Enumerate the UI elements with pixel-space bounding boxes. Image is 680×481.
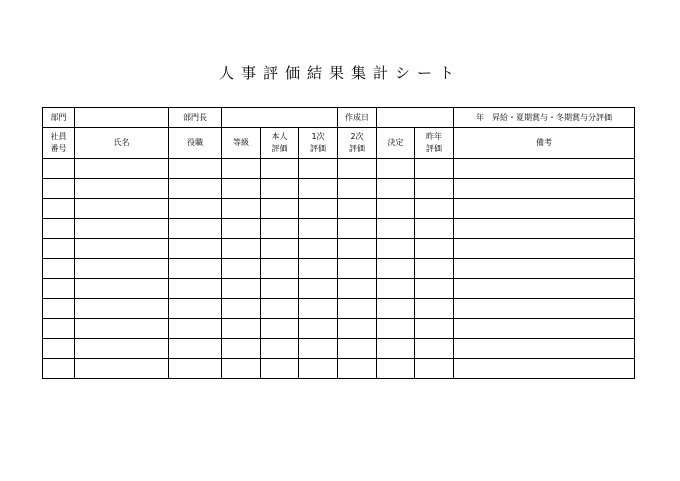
table-cell[interactable] bbox=[299, 199, 338, 219]
table-cell[interactable] bbox=[415, 219, 454, 239]
table-cell[interactable] bbox=[338, 239, 377, 259]
header-row-2 bbox=[43, 128, 635, 159]
table-cell[interactable] bbox=[377, 219, 415, 239]
table-row bbox=[43, 159, 635, 179]
table-cell[interactable] bbox=[169, 219, 222, 239]
table-cell[interactable] bbox=[299, 179, 338, 199]
table-cell[interactable] bbox=[338, 279, 377, 299]
table-cell[interactable] bbox=[338, 219, 377, 239]
table-cell[interactable] bbox=[43, 259, 75, 279]
table-cell[interactable] bbox=[75, 319, 169, 339]
col-decision: 決定 bbox=[377, 128, 415, 159]
table-cell[interactable] bbox=[75, 359, 169, 379]
table-row bbox=[43, 319, 635, 339]
table-cell[interactable] bbox=[43, 339, 75, 359]
table-cell[interactable] bbox=[299, 359, 338, 379]
table-row bbox=[43, 219, 635, 239]
table-cell[interactable] bbox=[299, 159, 338, 179]
table-cell[interactable] bbox=[222, 339, 261, 359]
table-cell[interactable] bbox=[338, 259, 377, 279]
table-cell[interactable] bbox=[454, 239, 635, 259]
dept-field[interactable] bbox=[75, 108, 169, 128]
table-cell[interactable] bbox=[222, 179, 261, 199]
table-cell[interactable] bbox=[169, 259, 222, 279]
col-prev-eval: 昨年 評価 bbox=[415, 128, 454, 159]
table-cell[interactable] bbox=[377, 179, 415, 199]
table-cell[interactable] bbox=[338, 299, 377, 319]
col-emp-no: 社員 番号 bbox=[43, 128, 75, 159]
col-position: 役職 bbox=[169, 128, 222, 159]
manager-field[interactable] bbox=[222, 108, 338, 128]
table-cell[interactable] bbox=[377, 159, 415, 179]
period-label: 年 昇給・夏期賞与・冬期賞与分評価 bbox=[454, 108, 635, 128]
table-cell[interactable] bbox=[261, 299, 299, 319]
table-cell[interactable] bbox=[415, 179, 454, 199]
table-cell[interactable] bbox=[222, 259, 261, 279]
table-cell[interactable] bbox=[169, 199, 222, 219]
table-cell[interactable] bbox=[222, 359, 261, 379]
table-cell[interactable] bbox=[338, 199, 377, 219]
table-cell[interactable] bbox=[75, 239, 169, 259]
created-label: 作成日 bbox=[338, 108, 377, 128]
table-cell[interactable] bbox=[75, 179, 169, 199]
table-cell[interactable] bbox=[222, 279, 261, 299]
table-cell[interactable] bbox=[261, 159, 299, 179]
table-cell[interactable] bbox=[43, 319, 75, 339]
table-cell[interactable] bbox=[169, 319, 222, 339]
col-remarks: 備考 bbox=[454, 128, 635, 159]
table-cell[interactable] bbox=[299, 339, 338, 359]
table-cell[interactable] bbox=[454, 159, 635, 179]
table-cell[interactable] bbox=[338, 179, 377, 199]
table-cell[interactable] bbox=[169, 299, 222, 319]
table-cell[interactable] bbox=[75, 279, 169, 299]
table-cell[interactable] bbox=[169, 159, 222, 179]
table-cell[interactable] bbox=[261, 179, 299, 199]
table-cell[interactable] bbox=[299, 239, 338, 259]
evaluation-table bbox=[42, 107, 635, 379]
table-cell[interactable] bbox=[222, 219, 261, 239]
header-row-1 bbox=[43, 108, 635, 128]
table-cell[interactable] bbox=[299, 319, 338, 339]
col-self-eval: 本人 評価 bbox=[261, 128, 299, 159]
table-cell[interactable] bbox=[377, 339, 415, 359]
table-cell[interactable] bbox=[75, 299, 169, 319]
table-cell[interactable] bbox=[261, 219, 299, 239]
table-cell[interactable] bbox=[415, 319, 454, 339]
table-cell[interactable] bbox=[454, 179, 635, 199]
table-cell[interactable] bbox=[75, 259, 169, 279]
table-cell[interactable] bbox=[377, 299, 415, 319]
table-cell[interactable] bbox=[415, 159, 454, 179]
table-cell[interactable] bbox=[261, 319, 299, 339]
table-cell[interactable] bbox=[222, 239, 261, 259]
table-cell[interactable] bbox=[169, 359, 222, 379]
col-name: 氏名 bbox=[75, 128, 169, 159]
table-cell[interactable] bbox=[261, 199, 299, 219]
table-cell[interactable] bbox=[43, 359, 75, 379]
table-cell[interactable] bbox=[415, 259, 454, 279]
table-cell[interactable] bbox=[169, 279, 222, 299]
table-row bbox=[43, 359, 635, 379]
table-cell[interactable] bbox=[75, 199, 169, 219]
table-cell[interactable] bbox=[222, 299, 261, 319]
table-cell[interactable] bbox=[377, 259, 415, 279]
page-title: 人事評価結果集計シート bbox=[218, 64, 461, 82]
table-cell[interactable] bbox=[261, 359, 299, 379]
table-cell[interactable] bbox=[261, 239, 299, 259]
table-cell[interactable] bbox=[43, 219, 75, 239]
table-cell[interactable] bbox=[169, 179, 222, 199]
table-row bbox=[43, 199, 635, 219]
table-cell[interactable] bbox=[377, 319, 415, 339]
table-cell[interactable] bbox=[75, 219, 169, 239]
table-row bbox=[43, 279, 635, 299]
table-cell[interactable] bbox=[169, 239, 222, 259]
table-row bbox=[43, 259, 635, 279]
table-cell[interactable] bbox=[261, 279, 299, 299]
table-cell[interactable] bbox=[338, 159, 377, 179]
col-first-eval: 1次 評価 bbox=[299, 128, 338, 159]
table-cell[interactable] bbox=[261, 259, 299, 279]
table-cell[interactable] bbox=[43, 279, 75, 299]
table-cell[interactable] bbox=[299, 279, 338, 299]
table-cell[interactable] bbox=[377, 279, 415, 299]
table-cell[interactable] bbox=[454, 339, 635, 359]
table-cell[interactable] bbox=[43, 179, 75, 199]
table-cell[interactable] bbox=[338, 339, 377, 359]
table-cell[interactable] bbox=[43, 299, 75, 319]
table-cell[interactable] bbox=[43, 239, 75, 259]
table-cell[interactable] bbox=[454, 219, 635, 239]
table-cell[interactable] bbox=[261, 339, 299, 359]
table-cell[interactable] bbox=[415, 299, 454, 319]
table-cell[interactable] bbox=[222, 159, 261, 179]
table-cell[interactable] bbox=[299, 259, 338, 279]
table-cell[interactable] bbox=[299, 219, 338, 239]
table-cell[interactable] bbox=[454, 279, 635, 299]
table-cell[interactable] bbox=[75, 339, 169, 359]
table-cell[interactable] bbox=[169, 339, 222, 359]
table-cell[interactable] bbox=[377, 359, 415, 379]
table-cell[interactable] bbox=[454, 319, 635, 339]
dept-label: 部門 bbox=[43, 108, 75, 128]
table-row bbox=[43, 339, 635, 359]
table-cell[interactable] bbox=[338, 359, 377, 379]
table-cell[interactable] bbox=[43, 159, 75, 179]
table-row bbox=[43, 299, 635, 319]
table-cell[interactable] bbox=[338, 319, 377, 339]
manager-label: 部門長 bbox=[169, 108, 222, 128]
table-row bbox=[43, 179, 635, 199]
table-cell[interactable] bbox=[75, 159, 169, 179]
table-cell[interactable] bbox=[43, 199, 75, 219]
table-cell[interactable] bbox=[222, 199, 261, 219]
table-cell[interactable] bbox=[299, 299, 338, 319]
table-cell[interactable] bbox=[415, 359, 454, 379]
created-field[interactable] bbox=[377, 108, 454, 128]
table-cell[interactable] bbox=[222, 319, 261, 339]
col-grade: 等級 bbox=[222, 128, 261, 159]
table-cell[interactable] bbox=[454, 199, 635, 219]
table-cell[interactable] bbox=[415, 279, 454, 299]
table-cell[interactable] bbox=[415, 339, 454, 359]
col-second-eval: 2次 評価 bbox=[338, 128, 377, 159]
table-cell[interactable] bbox=[377, 199, 415, 219]
table-cell[interactable] bbox=[415, 239, 454, 259]
table-cell[interactable] bbox=[454, 299, 635, 319]
table-row bbox=[43, 239, 635, 259]
table-cell[interactable] bbox=[415, 199, 454, 219]
table-cell[interactable] bbox=[377, 239, 415, 259]
table-cell[interactable] bbox=[454, 259, 635, 279]
table-cell[interactable] bbox=[454, 359, 635, 379]
